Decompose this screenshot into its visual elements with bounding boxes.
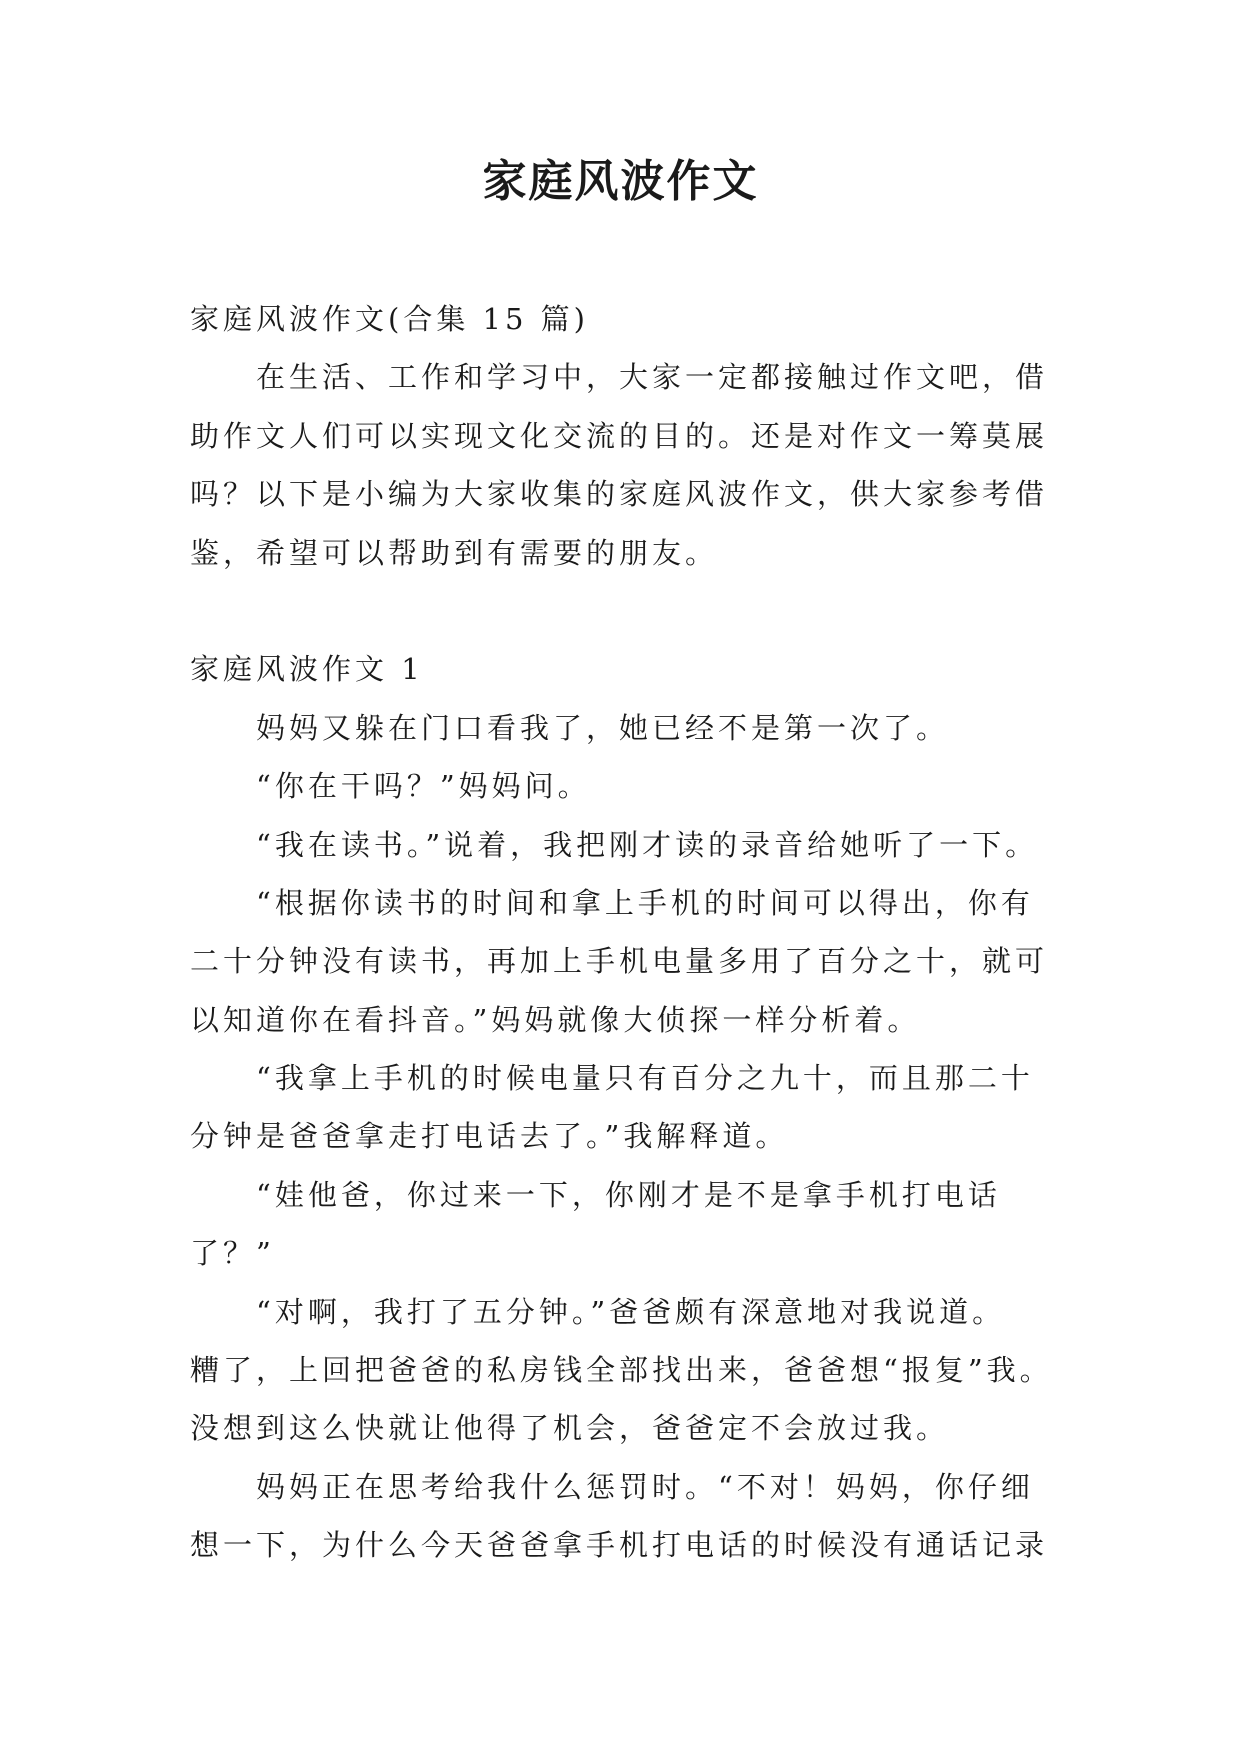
- paragraph-line: “娃他爸，你过来一下，你刚才是不是拿手机打电话: [256, 1177, 1001, 1212]
- paragraph-line: 在生活、工作和学习中，大家一定都接触过作文吧，借: [256, 360, 1049, 395]
- paragraph-line: “我拿上手机的时候电量只有百分之九十，而且那二十: [256, 1061, 1034, 1096]
- document-body: [190, 290, 1070, 1575]
- paragraph-line: 糟了，上回把爸爸的私房钱全部找出来，爸爸想“报复”我。: [190, 1353, 1053, 1388]
- paragraph-line: 二十分钟没有读书，再加上手机电量多用了百分之十，就可: [190, 944, 1049, 979]
- section-heading: 家庭风波作文(合集 15 篇): [190, 302, 589, 336]
- paragraph-line: 吗？以下是小编为大家收集的家庭风波作文，供大家参考借: [190, 477, 1049, 512]
- paragraph-spacer: [190, 582, 1070, 640]
- paragraph-line: 妈妈又躲在门口看我了，她已经不是第一次了。: [256, 710, 950, 745]
- paragraph-line: 以知道你在看抖音。”妈妈就像大侦探一样分析着。: [190, 1002, 921, 1037]
- paragraph-line: 没想到这么快就让他得了机会，爸爸定不会放过我。: [190, 1411, 950, 1446]
- paragraph-line: “根据你读书的时间和拿上手机的时间可以得出，你有: [256, 885, 1034, 920]
- paragraph-line: 助作文人们可以实现文化交流的目的。还是对作文一筹莫展: [190, 418, 1049, 453]
- paragraph-line: “对啊，我打了五分钟。”爸爸颇有深意地对我说道。: [256, 1294, 1006, 1329]
- paragraph-line: “我在读书。”说着，我把刚才读的录音给她听了一下。: [256, 827, 1039, 862]
- paragraph-line: 想一下，为什么今天爸爸拿手机打电话的时候没有通话记录: [190, 1528, 1049, 1563]
- paragraph-line: 分钟是爸爸拿走打电话去了。”我解释道。: [190, 1119, 789, 1154]
- paragraph-line: 妈妈正在思考给我什么惩罚时。“不对！妈妈，你仔细: [256, 1469, 1034, 1504]
- document-title: 家庭风波作文: [482, 156, 759, 207]
- paragraph-line: “你在干吗？”妈妈问。: [256, 769, 591, 804]
- section-heading: 家庭风波作文 1: [190, 652, 424, 687]
- paragraph-line: 鉴，希望可以帮助到有需要的朋友。: [190, 535, 719, 570]
- paragraph-line: 了？”: [190, 1236, 275, 1271]
